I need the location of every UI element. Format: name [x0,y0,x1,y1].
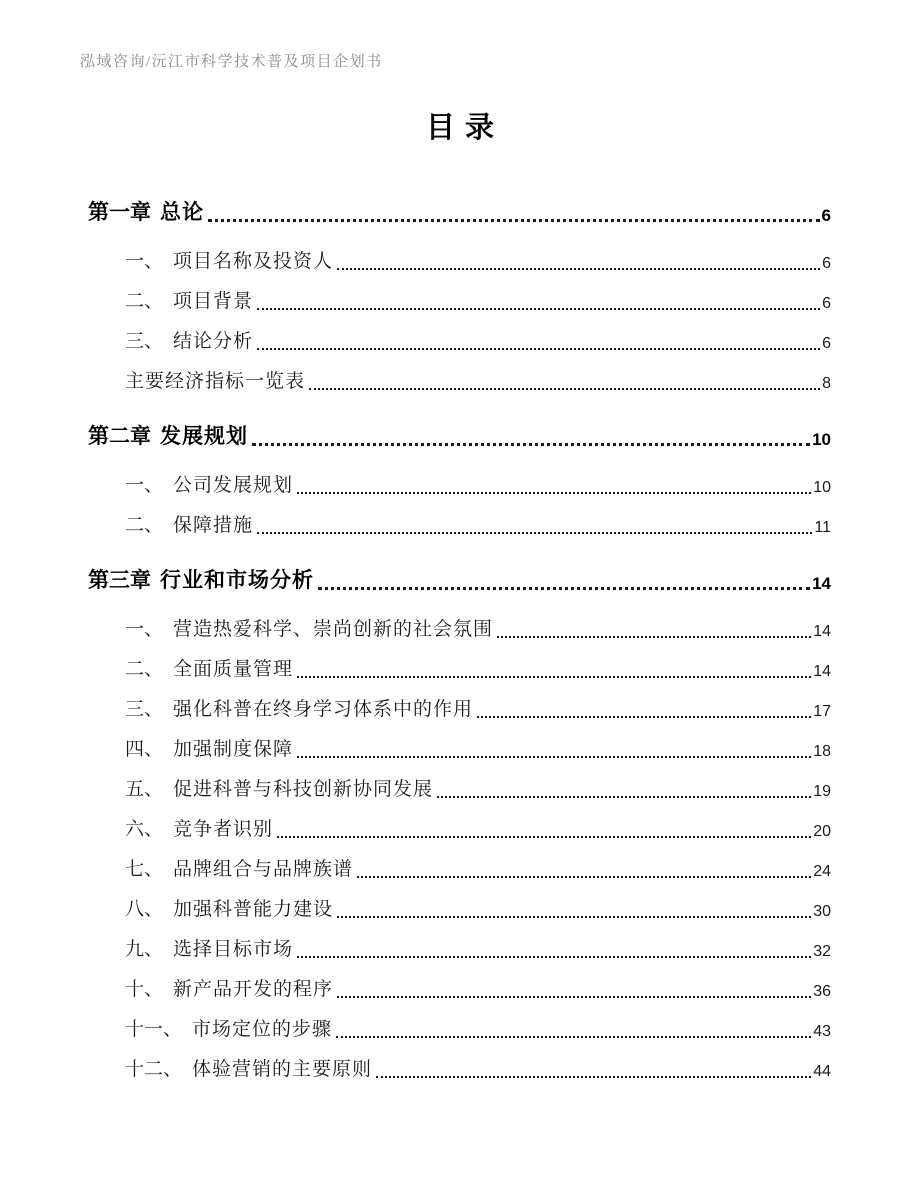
toc-entry-title: 市场定位的步骤 [192,1019,333,1040]
toc-entry-page: 8 [822,375,831,392]
toc-entry-title: 行业和市场分析 [160,568,314,592]
toc-entry-page: 14 [812,574,831,593]
toc-entry-number: 第二章 [88,424,151,448]
toc-entry-number: 二、 [125,659,164,680]
toc-entry-title: 发展规划 [160,424,248,448]
toc-entry-page: 30 [813,903,831,920]
toc-item-entry[interactable] [125,513,831,539]
toc-entry-page: 11 [814,519,831,536]
toc-item-entry[interactable] [125,329,831,355]
toc-entry-title: 结论分析 [173,331,254,352]
dotted-leader-line [376,1076,811,1078]
toc-entry-title: 促进科普与科技创新协同发展 [173,779,434,800]
toc-entry-number: 一、 [125,251,164,272]
toc-entry-title: 强化科普在终身学习体系中的作用 [173,699,474,720]
toc-entry-page: 6 [822,295,831,312]
toc-entry-number: 四、 [125,739,164,760]
toc-chapter-entry[interactable] [88,421,831,451]
toc-entry-number: 一、 [125,475,164,496]
toc-entry-page: 18 [813,743,831,760]
dotted-leader-line [309,388,820,390]
toc-entry-page: 10 [812,430,831,449]
toc-item-entry[interactable] [125,977,831,1003]
toc-entry-number: 六、 [125,819,164,840]
dotted-leader-line [337,916,811,918]
toc-entry-title: 新产品开发的程序 [173,979,334,1000]
toc-entry-title: 公司发展规划 [173,475,294,496]
toc-entry-page: 20 [813,823,831,840]
toc-entry-title: 加强制度保障 [173,739,294,760]
dotted-leader-line [257,348,820,350]
toc-entry-number: 二、 [125,515,164,536]
toc-entry-title: 项目名称及投资人 [173,251,334,272]
dotted-leader-line [477,716,811,718]
toc-entry-page: 14 [813,623,831,640]
document-header-watermark: 泓域咨询/沅江市科学技术普及项目企划书 [80,54,383,70]
dotted-leader-line [208,219,820,222]
toc-entry-number: 八、 [125,899,164,920]
toc-entry-number: 第三章 [88,568,151,592]
dotted-leader-line [257,308,820,310]
toc-chapter-entry[interactable] [88,197,831,227]
toc-entry-number: 二、 [125,291,164,312]
toc-entry-title: 项目背景 [173,291,254,312]
toc-entry-number: 五、 [125,779,164,800]
toc-item-entry[interactable] [125,1057,831,1083]
toc-entry-number: 十、 [125,979,164,1000]
dotted-leader-line [257,532,812,534]
toc-item-entry[interactable] [125,249,831,275]
toc-entry-page: 10 [813,479,831,496]
toc-entry-page: 6 [822,255,831,272]
toc-entry-title: 主要经济指标一览表 [125,371,306,392]
toc-entry-number: 三、 [125,699,164,720]
toc-entry-title: 选择目标市场 [173,939,294,960]
toc-entry-page: 43 [813,1023,831,1040]
toc-entry-number: 九、 [125,939,164,960]
toc-entry-number: 三、 [125,331,164,352]
dotted-leader-line [497,636,811,638]
toc-entry-title: 体验营销的主要原则 [192,1059,373,1080]
toc-item-entry[interactable] [125,897,831,923]
dotted-leader-line [318,587,810,590]
toc-entry-page: 6 [821,206,831,225]
dotted-leader-line [336,1036,811,1038]
toc-item-entry[interactable] [125,617,831,643]
dotted-leader-line [297,676,811,678]
toc-entry-page: 14 [813,663,831,680]
toc-item-entry[interactable] [125,289,831,315]
toc-item-entry[interactable] [125,937,831,963]
toc-entry-number: 十二、 [125,1059,183,1080]
toc-entry-page: 6 [822,335,831,352]
toc-item-entry[interactable] [125,1017,831,1043]
toc-page-title: 目录 [425,112,504,144]
toc-item-entry[interactable] [125,777,831,803]
toc-entry-title: 营造热爱科学、崇尚创新的社会氛围 [173,619,494,640]
toc-list [88,148,831,1097]
dotted-leader-line [252,443,810,446]
toc-entry-page: 36 [813,983,831,1000]
dotted-leader-line [297,756,811,758]
toc-entry-page: 24 [813,863,831,880]
toc-entry-title: 保障措施 [173,515,254,536]
toc-item-entry[interactable] [125,657,831,683]
toc-entry-number: 七、 [125,859,164,880]
dotted-leader-line [277,836,811,838]
toc-entry-number: 第一章 [88,200,151,224]
dotted-leader-line [337,996,811,998]
toc-entry-number: 一、 [125,619,164,640]
toc-entry-page: 32 [813,943,831,960]
dotted-leader-line [297,492,811,494]
toc-entry-title: 竞争者识别 [173,819,274,840]
dotted-leader-line [297,956,811,958]
toc-item-entry[interactable] [125,369,831,395]
toc-item-entry[interactable] [125,473,831,499]
toc-item-entry[interactable] [125,737,831,763]
toc-entry-title: 品牌组合与品牌族谱 [173,859,354,880]
dotted-leader-line [357,876,811,878]
toc-entry-title: 全面质量管理 [173,659,294,680]
dotted-leader-line [437,796,811,798]
toc-entry-title: 加强科普能力建设 [173,899,334,920]
toc-entry-number: 十一、 [125,1019,183,1040]
toc-entry-page: 17 [813,703,831,720]
toc-item-entry[interactable] [125,697,831,723]
toc-entry-page: 44 [813,1063,831,1080]
toc-item-entry[interactable] [125,857,831,883]
toc-entry-page: 19 [813,783,831,800]
toc-chapter-entry[interactable] [88,565,831,595]
dotted-leader-line [337,268,820,270]
toc-entry-title: 总论 [160,200,204,224]
toc-item-entry[interactable] [125,817,831,843]
